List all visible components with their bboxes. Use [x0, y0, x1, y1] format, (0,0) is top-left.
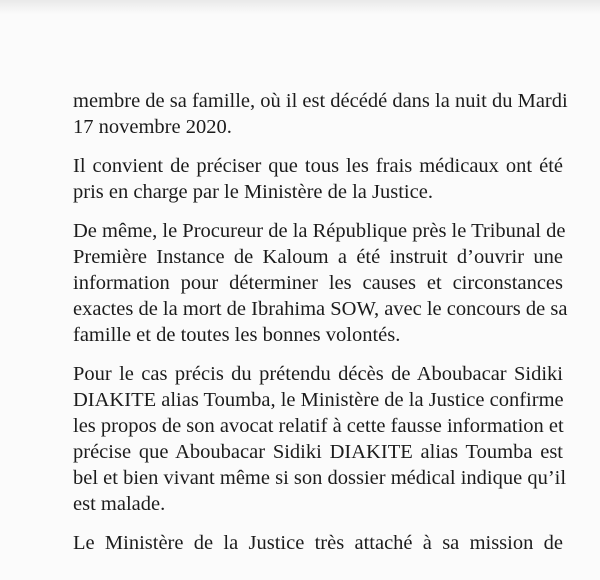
scan-edge-shadow [0, 0, 600, 14]
text-line: bel et bien vivant même si son dossier médical indique qu’il [73, 467, 567, 489]
text-line: est malade. [73, 493, 166, 515]
text-line: De même, le Procureur de la République près le Tribunal de [73, 220, 566, 242]
text-line: exactes de la mort de Ibrahima SOW, avec le concours de sa [73, 298, 568, 320]
text-line: Pour le cas précis du prétendu décès de Aboubacar Sidiki [73, 363, 563, 385]
paragraph-death-date [73, 88, 568, 140]
paragraph-ministry-mission [73, 530, 563, 556]
text-line: 17 novembre 2020. [73, 116, 232, 138]
text-line: pris en charge par le Ministère de la Justice. [73, 181, 433, 203]
text-line: famille et de toutes les bonnes volontés. [73, 324, 401, 346]
document-body [73, 88, 568, 569]
text-line: membre de sa famille, où il est décédé dans la nuit du Mardi [73, 90, 568, 112]
text-line: Le Ministère de la Justice très attaché à sa mission de [73, 532, 563, 554]
text-line: Première Instance de Kaloum a été instruit d’ouvrir une [73, 246, 563, 268]
text-line: information pour déterminer les causes et circonstances [73, 272, 563, 294]
text-line: Il convient de préciser que tous les frais médicaux ont été [73, 155, 563, 177]
paragraph-prosecutor-inquiry [73, 218, 568, 348]
paragraph-medical-costs [73, 153, 563, 205]
text-line: les propos de son avocat relatif à cette fausse information et [73, 415, 564, 437]
text-line: précise que Aboubacar Sidiki DIAKITE alias Toumba est [73, 441, 563, 463]
text-line: DIAKITE alias Toumba, le Ministère de la Justice confirme [73, 389, 564, 411]
paragraph-toumba-alive [73, 361, 567, 517]
